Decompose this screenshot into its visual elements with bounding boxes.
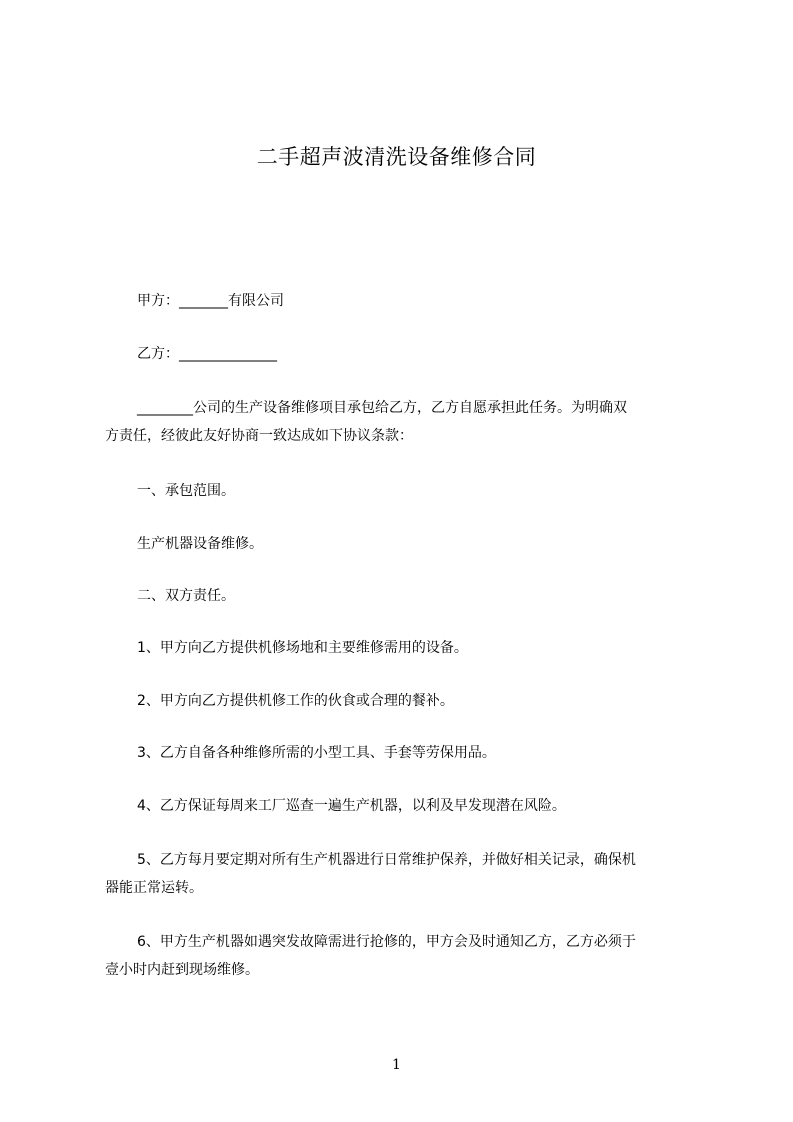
clause-2: 2、甲方向乙方提供机修工作的伙食或合理的餐补。 xyxy=(137,693,454,709)
party-a-line: 甲方：_______有限公司 xyxy=(137,293,284,309)
section-1-body: 生产机器设备维修。 xyxy=(137,536,263,552)
clause-5-line-2: 器能正常运转。 xyxy=(105,880,203,896)
party-b-line: 乙方：______________ xyxy=(137,346,277,362)
document-title: 二手超声波清洗设备维修合同 xyxy=(256,145,537,169)
page-number: 1 xyxy=(392,1057,401,1073)
clause-3: 3、乙方自备各种维修所需的小型工具、手套等劳保用品。 xyxy=(137,745,496,761)
clause-1: 1、甲方向乙方提供机修场地和主要维修需用的设备。 xyxy=(137,640,468,656)
section-2-heading: 二、双方责任。 xyxy=(137,588,235,604)
intro-paragraph-line-2: 方责任，经彼此友好协商一致达成如下协议条款： xyxy=(105,428,413,444)
intro-paragraph-line-1: ________公司的生产设备维修项目承包给乙方，乙方自愿承担此任务。为明确双 xyxy=(137,400,627,416)
clause-6-line-2: 壹小时内赶到现场维修。 xyxy=(105,962,259,978)
clause-6-line-1: 6、甲方生产机器如遇突发故障需进行抢修的，甲方会及时通知乙方，乙方必须于 xyxy=(137,934,636,950)
clause-5-line-1: 5、乙方每月要定期对所有生产机器进行日常维护保养，并做好相关记录，确保机 xyxy=(137,852,636,868)
section-1-heading: 一、承包范围。 xyxy=(137,483,235,499)
clause-4: 4、乙方保证每周来工厂巡查一遍生产机器，以利及早发现潜在风险。 xyxy=(137,798,566,814)
